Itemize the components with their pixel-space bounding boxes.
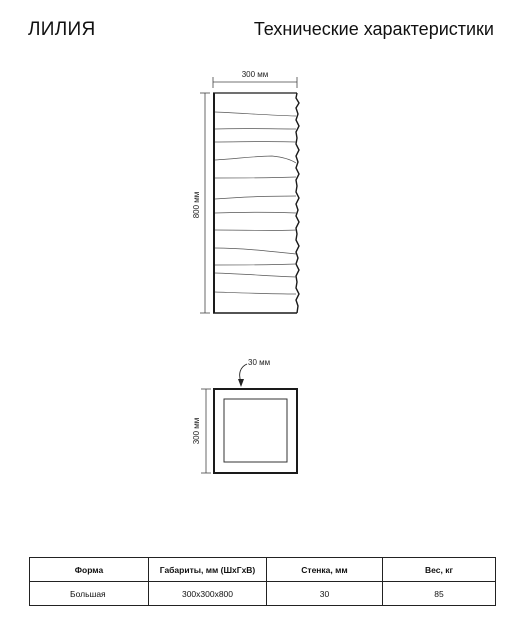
wall-callout-arrowhead bbox=[238, 379, 244, 387]
top-outer-square bbox=[214, 389, 297, 473]
column-header-shape: Форма bbox=[30, 558, 149, 582]
front-view bbox=[192, 70, 299, 313]
top-inner-square bbox=[224, 399, 287, 462]
front-width-label: 300 мм bbox=[241, 70, 269, 79]
front-body bbox=[213, 93, 299, 313]
column-header-dimensions: Габариты, мм (ШхГхВ) bbox=[149, 558, 267, 582]
cell-dimensions: 300x300x800 bbox=[149, 582, 267, 606]
front-height-dimension bbox=[200, 93, 210, 313]
column-header-weight: Вес, кг bbox=[383, 558, 496, 582]
cell-wall: 30 bbox=[267, 582, 383, 606]
table-row bbox=[30, 582, 496, 606]
table-header-row bbox=[30, 558, 496, 582]
wall-thickness-label: 30 мм bbox=[248, 358, 271, 367]
cell-weight: 85 bbox=[383, 582, 496, 606]
cell-shape: Большая bbox=[30, 582, 149, 606]
product-name: ЛИЛИЯ bbox=[28, 19, 96, 40]
top-side-dimension bbox=[201, 389, 211, 473]
specs-table bbox=[29, 557, 496, 606]
top-side-label: 300 мм bbox=[192, 417, 201, 445]
sheet-title: Технические характеристики bbox=[253, 19, 494, 39]
top-view bbox=[192, 358, 297, 473]
front-height-label: 800 мм bbox=[192, 191, 201, 219]
column-header-wall: Стенка, мм bbox=[267, 558, 383, 582]
front-texture-lines bbox=[215, 112, 296, 294]
